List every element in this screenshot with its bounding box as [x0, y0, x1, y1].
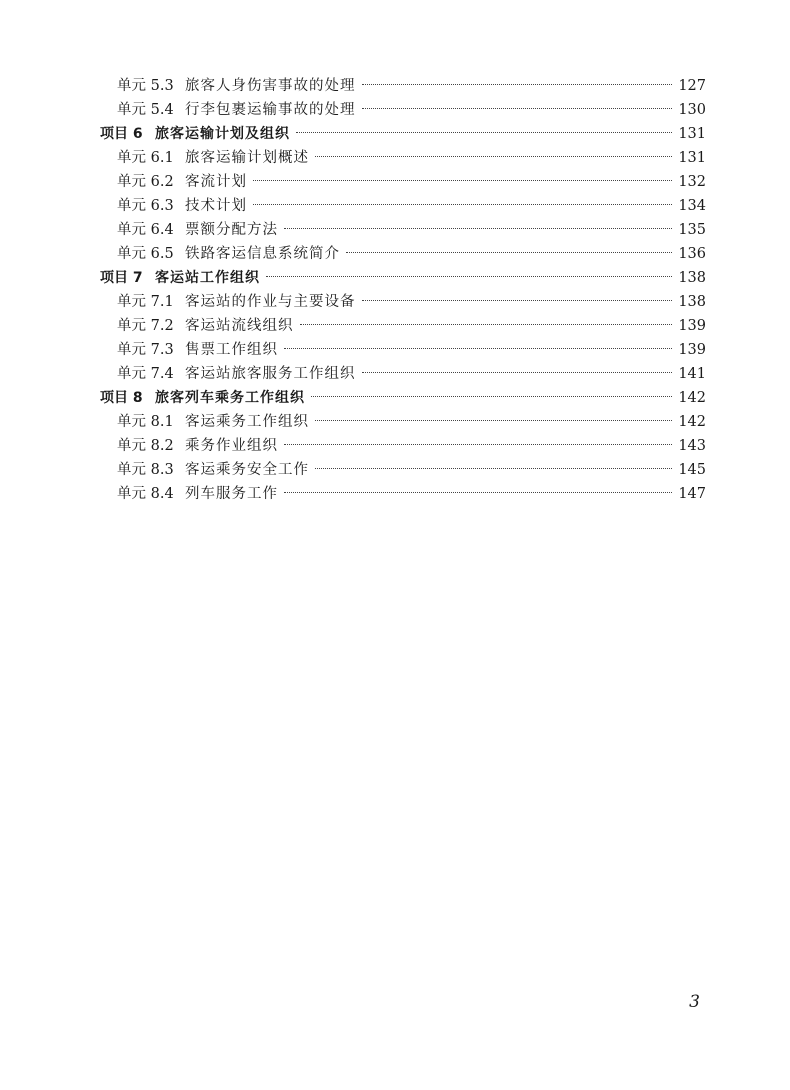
toc-entry-5-3[interactable] — [0, 74, 790, 98]
toc-entry-number: 单元 6.1 — [117, 150, 174, 166]
toc-entry-page: 138 — [678, 294, 706, 310]
toc-entry-number: 单元 8.4 — [117, 486, 174, 502]
dot-leader — [362, 108, 673, 109]
dot-leader — [362, 84, 673, 85]
toc-entry-page: 131 — [678, 150, 706, 166]
toc-entry-page: 142 — [678, 414, 706, 430]
toc-entry-title: 客运站的作业与主要设备 — [185, 294, 356, 310]
toc-entry-8-2[interactable] — [0, 434, 790, 458]
dot-leader — [315, 156, 672, 157]
toc-entry-page: 147 — [678, 486, 706, 502]
toc-entry-title: 旅客运输计划概述 — [185, 150, 309, 166]
toc-entry-number: 单元 5.3 — [117, 78, 174, 94]
toc-chapter-title: 旅客列车乘务工作组织 — [155, 390, 305, 406]
toc-entry-5-4[interactable] — [0, 98, 790, 122]
toc-entry-title: 售票工作组织 — [185, 342, 278, 358]
dot-leader — [284, 348, 672, 349]
toc-entry-title: 技术计划 — [185, 198, 247, 214]
toc-entry-7-1[interactable] — [0, 290, 790, 314]
toc-entry-title: 客运站流线组织 — [185, 318, 294, 334]
toc-chapter-number: 项目 8 — [100, 390, 143, 406]
dot-leader — [315, 468, 672, 469]
toc-entry-page: 134 — [678, 198, 706, 214]
toc-entry-number: 单元 6.5 — [117, 246, 174, 262]
toc-entry-number: 单元 6.2 — [117, 174, 174, 190]
dot-leader — [300, 324, 673, 325]
toc-chapter-page: 142 — [678, 390, 706, 406]
dot-leader — [253, 180, 672, 181]
toc-entry-number: 单元 7.4 — [117, 366, 174, 382]
dot-leader — [284, 444, 672, 445]
toc-entry-number: 单元 6.3 — [117, 198, 174, 214]
table-of-contents — [0, 74, 790, 506]
toc-entry-title: 行李包裹运输事故的处理 — [185, 102, 356, 118]
dot-leader — [311, 396, 672, 397]
toc-entry-title: 旅客人身伤害事故的处理 — [185, 78, 356, 94]
toc-entry-title: 列车服务工作 — [185, 486, 278, 502]
toc-entry-number: 单元 6.4 — [117, 222, 174, 238]
toc-chapter-title: 客运站工作组织 — [155, 270, 260, 286]
toc-entry-7-4[interactable] — [0, 362, 790, 386]
toc-chapter-6[interactable] — [0, 122, 790, 146]
toc-chapter-7[interactable] — [0, 266, 790, 290]
dot-leader — [284, 228, 672, 229]
toc-entry-page: 132 — [678, 174, 706, 190]
toc-entry-page: 139 — [678, 318, 706, 334]
toc-entry-page: 136 — [678, 246, 706, 262]
toc-entry-6-2[interactable] — [0, 170, 790, 194]
toc-chapter-8[interactable] — [0, 386, 790, 410]
dot-leader — [266, 276, 672, 277]
toc-chapter-page: 138 — [678, 270, 706, 286]
toc-chapter-number: 项目 7 — [100, 270, 143, 286]
toc-entry-8-3[interactable] — [0, 458, 790, 482]
toc-entry-page: 139 — [678, 342, 706, 358]
toc-entry-7-3[interactable] — [0, 338, 790, 362]
toc-entry-title: 客运乘务安全工作 — [185, 462, 309, 478]
toc-entry-number: 单元 7.3 — [117, 342, 174, 358]
toc-entry-page: 127 — [678, 78, 706, 94]
toc-entry-number: 单元 7.2 — [117, 318, 174, 334]
toc-entry-page: 143 — [678, 438, 706, 454]
toc-entry-6-4[interactable] — [0, 218, 790, 242]
toc-entry-title: 客运站旅客服务工作组织 — [185, 366, 356, 382]
toc-entry-number: 单元 8.3 — [117, 462, 174, 478]
toc-entry-title: 乘务作业组织 — [185, 438, 278, 454]
toc-entry-number: 单元 8.2 — [117, 438, 174, 454]
toc-entry-title: 铁路客运信息系统简介 — [185, 246, 340, 262]
toc-entry-title: 客运乘务工作组织 — [185, 414, 309, 430]
toc-entry-8-4[interactable] — [0, 482, 790, 506]
toc-entry-6-5[interactable] — [0, 242, 790, 266]
dot-leader — [315, 420, 672, 421]
toc-entry-8-1[interactable] — [0, 410, 790, 434]
toc-chapter-number: 项目 6 — [100, 126, 143, 142]
toc-entry-title: 票额分配方法 — [185, 222, 278, 238]
dot-leader — [346, 252, 672, 253]
toc-entry-page: 135 — [678, 222, 706, 238]
toc-entry-number: 单元 8.1 — [117, 414, 174, 430]
toc-entry-7-2[interactable] — [0, 314, 790, 338]
toc-entry-number: 单元 7.1 — [117, 294, 174, 310]
toc-entry-6-3[interactable] — [0, 194, 790, 218]
toc-chapter-page: 131 — [678, 126, 706, 142]
toc-entry-6-1[interactable] — [0, 146, 790, 170]
page-number: 3 — [689, 992, 700, 1012]
dot-leader — [296, 132, 672, 133]
toc-entry-page: 145 — [678, 462, 706, 478]
toc-entry-page: 130 — [678, 102, 706, 118]
toc-entry-number: 单元 5.4 — [117, 102, 174, 118]
toc-entry-page: 141 — [678, 366, 706, 382]
toc-entry-title: 客流计划 — [185, 174, 247, 190]
dot-leader — [362, 300, 673, 301]
dot-leader — [362, 372, 673, 373]
dot-leader — [284, 492, 672, 493]
toc-chapter-title: 旅客运输计划及组织 — [155, 126, 290, 142]
dot-leader — [253, 204, 672, 205]
